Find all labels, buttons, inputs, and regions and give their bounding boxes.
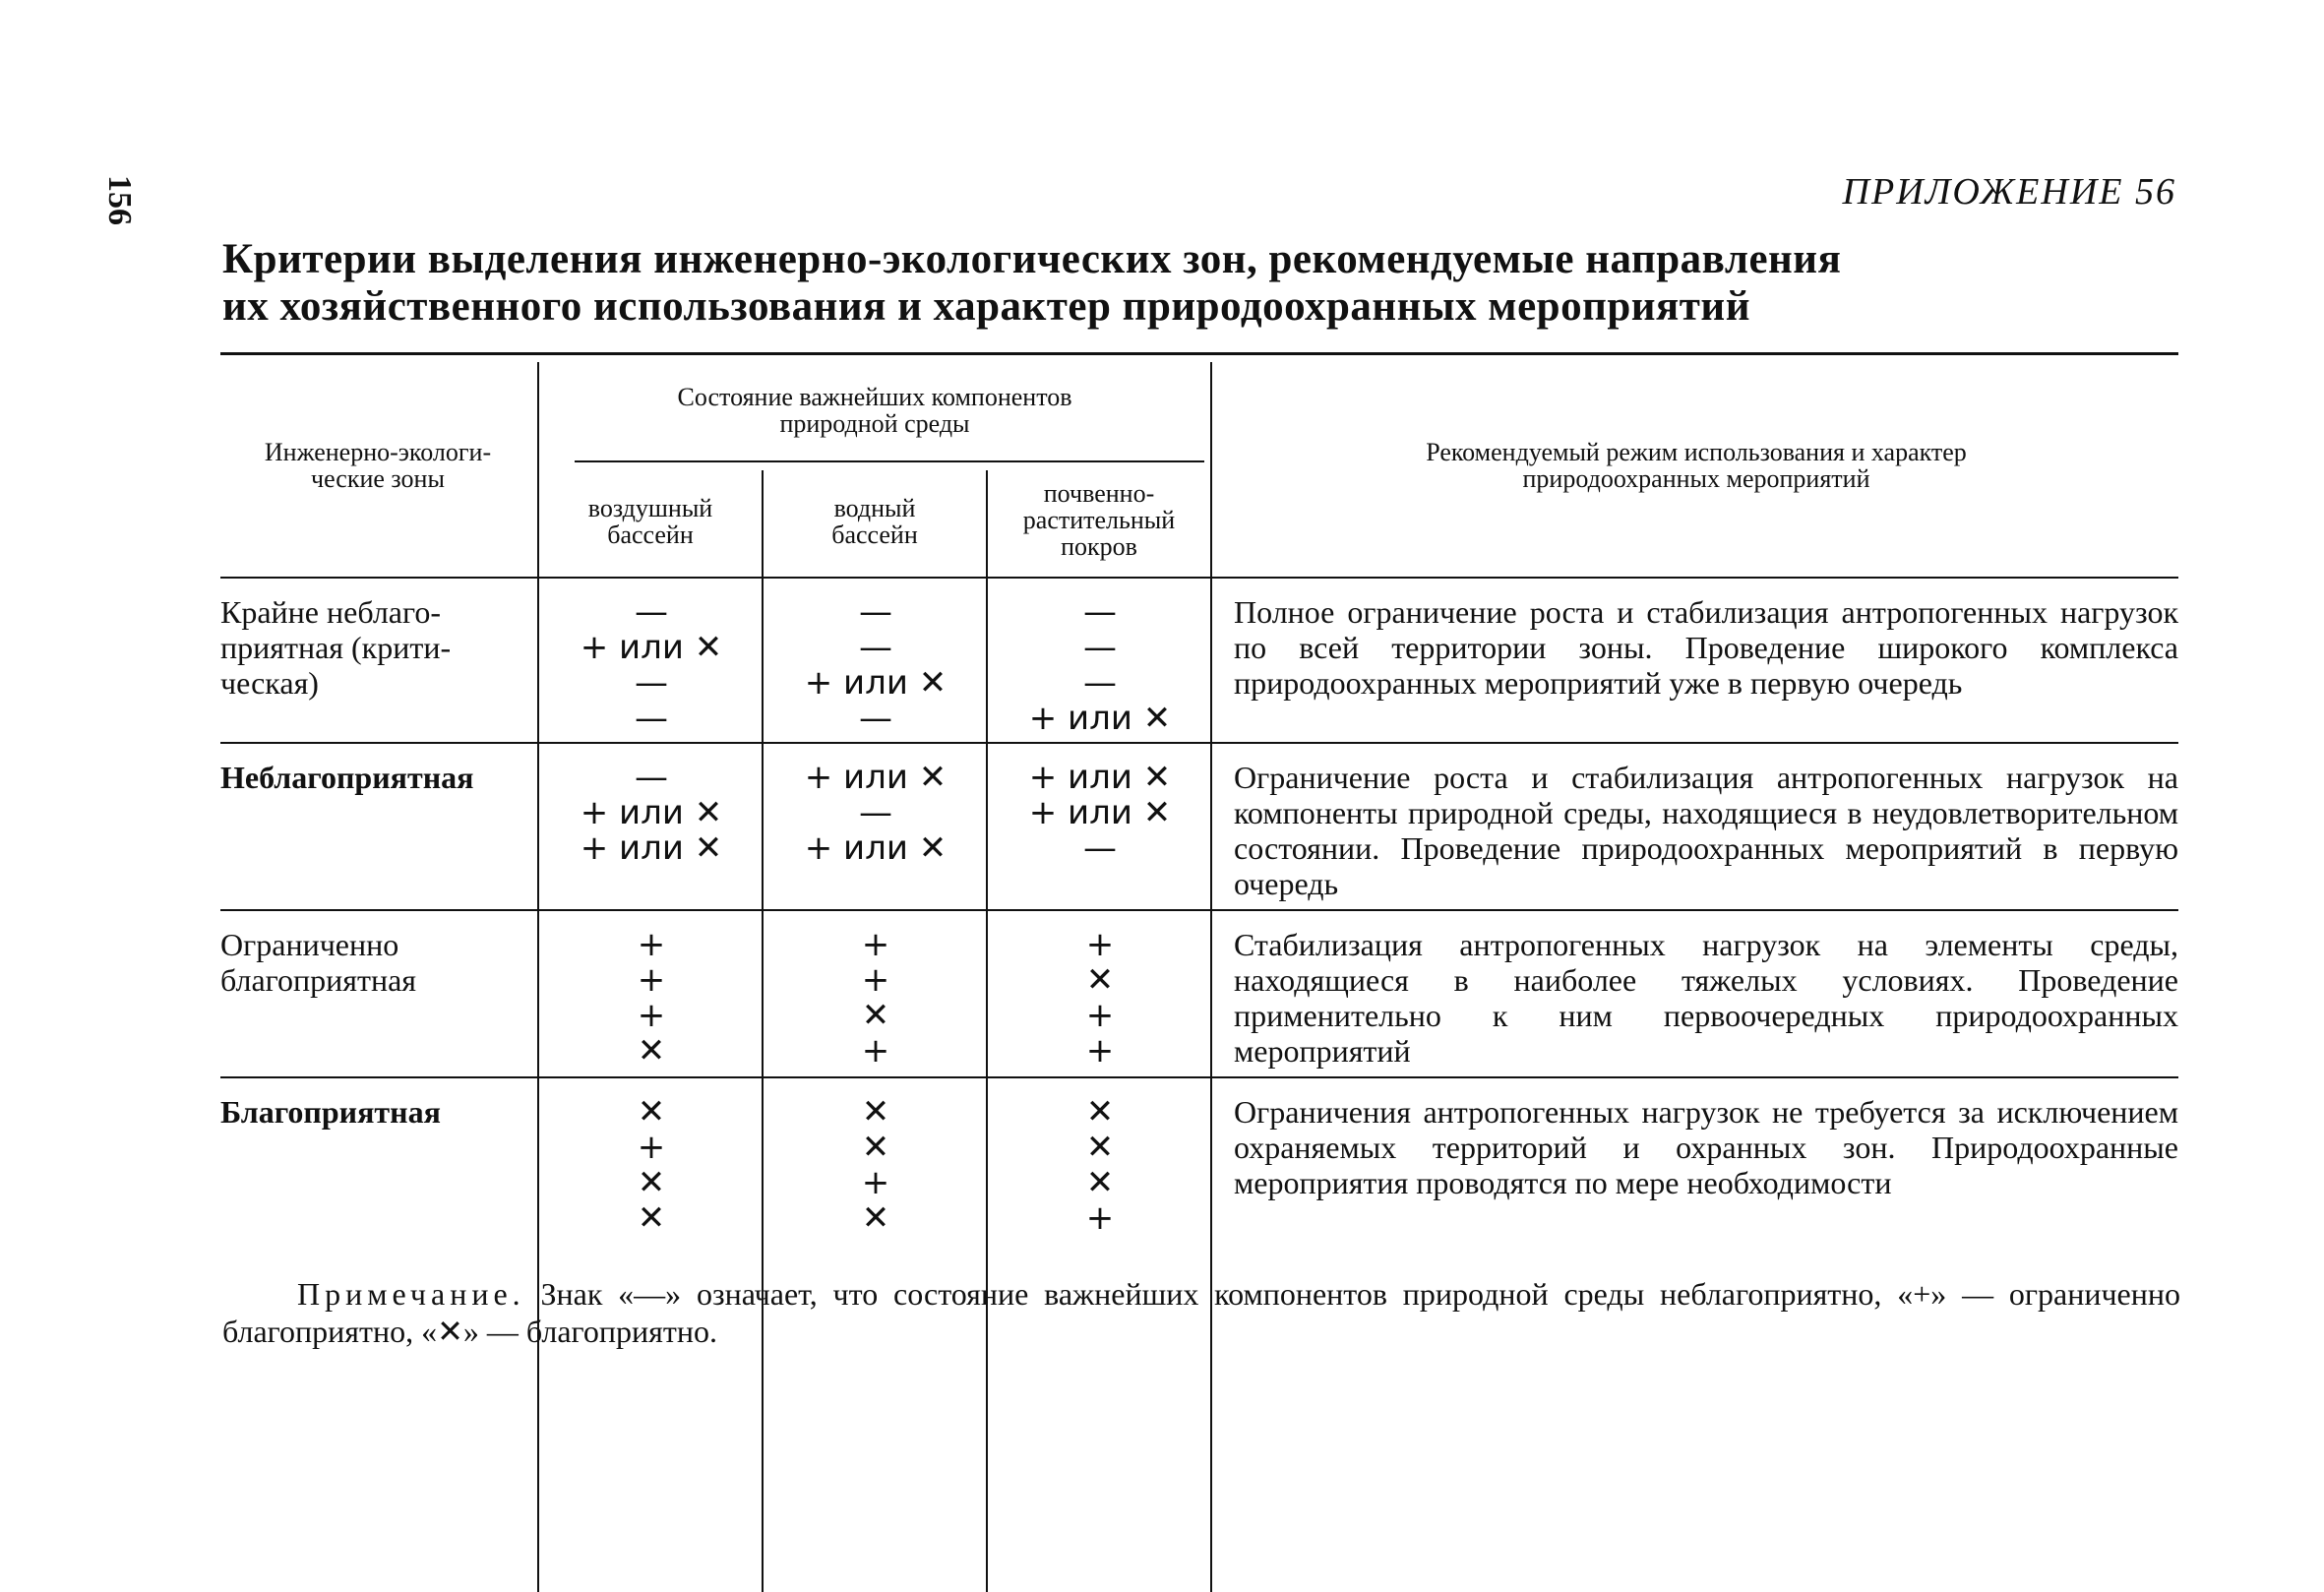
header-water: водный бассейн	[831, 494, 918, 549]
mark: + или ✕	[580, 828, 723, 868]
title-line-1: Критерии выделения инженерно-экологических зон, рекомендуемые направления	[222, 236, 1842, 282]
mark: —	[1083, 663, 1117, 703]
description-limited-favorable: Стабилизация антропогенных нагрузок на элементы среды, находящиеся в наиболее тяжелых условиях. Проведение применительно к ним первоочередных природоохранных мероприятий	[1234, 927, 2178, 1069]
mark: ✕	[861, 1128, 890, 1167]
marks-air-row-2	[541, 760, 762, 866]
mark: —	[1083, 592, 1117, 632]
mark: ✕	[637, 1092, 666, 1132]
marks-water-row-1	[765, 594, 986, 736]
mark: ✕	[1085, 1163, 1115, 1202]
mark: —	[859, 628, 892, 667]
mark: ✕	[861, 1198, 890, 1238]
mark: +	[637, 996, 666, 1035]
page-number: 156	[101, 175, 138, 225]
appendix-label: ПРИЛОЖЕНИЕ 56	[1842, 171, 2176, 213]
footnote-label: Примечание.	[297, 1276, 525, 1312]
mark: —	[1083, 828, 1117, 868]
title-line-2: их хозяйственного использования и характер природоохранных мероприятий	[222, 283, 1750, 330]
description-unfavorable: Ограничение роста и стабилизация антропогенных нагрузок на компоненты природной среды, находящиеся в неудовлетворительном состоянии. Проведение природоохранных мероприятий в первую очередь	[1234, 760, 2178, 901]
header-state-group: Состояние важнейших компонентов природной среды	[677, 383, 1072, 438]
mark: —	[635, 758, 668, 797]
mark: —	[635, 699, 668, 738]
mark: +	[1085, 1198, 1115, 1238]
mark: +	[861, 960, 890, 1000]
marks-water-row-2	[765, 760, 986, 866]
mark: —	[859, 592, 892, 632]
header-air: воздушный бассейн	[587, 494, 713, 549]
column-divider	[537, 362, 539, 1592]
column-divider	[986, 470, 988, 1592]
mark: —	[859, 699, 892, 738]
column-divider	[1210, 362, 1212, 1592]
header-bottom-rule	[220, 577, 2178, 579]
marks-soil-row-4	[990, 1094, 1210, 1236]
mark: + или ✕	[580, 793, 723, 832]
mark: ✕	[1085, 960, 1115, 1000]
mark: ✕	[1085, 1092, 1115, 1132]
mark: —	[1083, 628, 1117, 667]
description-favorable: Ограничения антропогенных нагрузок не требуется за исключением охраняемых территорий и охранных зон. Природоохранные мероприятия проводятся по мере необходимости	[1234, 1094, 2178, 1200]
mark: ✕	[861, 1092, 890, 1132]
column-divider	[762, 470, 764, 1592]
mark: +	[1085, 925, 1115, 964]
marks-air-row-1	[541, 594, 762, 736]
mark: + или ✕	[804, 758, 948, 797]
mark: + или ✕	[1028, 699, 1172, 738]
header-zones: Инженерно-экологи- ческие зоны	[264, 438, 492, 493]
mark: —	[859, 793, 892, 832]
mark: + или ✕	[1028, 758, 1172, 797]
marks-soil-row-3	[990, 927, 1210, 1069]
zone-limited-favorable: Ограниченно благоприятная	[220, 927, 416, 998]
mark: + или ✕	[804, 828, 948, 868]
zone-unfavorable: Неблагоприятная	[220, 760, 474, 795]
mark: +	[861, 925, 890, 964]
header-soil: почвенно- растительный покров	[1022, 479, 1176, 561]
marks-soil-row-2	[990, 760, 1210, 866]
mark: —	[635, 663, 668, 703]
mark: ✕	[1085, 1128, 1115, 1167]
mark: +	[637, 925, 666, 964]
mark: ✕	[637, 1031, 666, 1071]
mark: +	[1085, 1031, 1115, 1071]
marks-air-row-3	[541, 927, 762, 1069]
mark: ✕	[637, 1198, 666, 1238]
header-sub-rule	[575, 460, 1204, 462]
marks-air-row-4	[541, 1094, 762, 1236]
mark: +	[637, 960, 666, 1000]
description-critical: Полное ограничение роста и стабилизация антропогенных нагрузок по всей территории зоны. Проведение широкого комплекса природоохранных мероприятий уже в первую очередь	[1234, 594, 2178, 701]
mark: + или ✕	[804, 663, 948, 703]
header-regime: Рекомендуемый режим использования и характер природоохранных мероприятий	[1426, 438, 1967, 493]
mark: ✕	[861, 996, 890, 1035]
mark: +	[1085, 996, 1115, 1035]
marks-water-row-4	[765, 1094, 986, 1236]
footnote	[222, 1275, 2180, 1350]
mark: + или ✕	[580, 628, 723, 667]
table-top-rule	[220, 352, 2178, 355]
mark: —	[635, 592, 668, 632]
mark: + или ✕	[1028, 793, 1172, 832]
marks-soil-row-1	[990, 594, 1210, 736]
mark: +	[861, 1163, 890, 1202]
row-divider	[220, 742, 2178, 744]
mark: +	[637, 1128, 666, 1167]
marks-water-row-3	[765, 927, 986, 1069]
document-title	[222, 236, 2043, 331]
zone-critical: Крайне неблаго- приятная (крити- ческая)	[220, 594, 452, 701]
footnote-text: Знак «—» означает, что состояние важнейших компонентов природной среды неблагоприятно, «+» — ограниченно благоприятно, «✕» — благоприятно.	[222, 1276, 2181, 1349]
row-divider	[220, 1076, 2178, 1078]
zone-favorable: Благоприятная	[220, 1094, 441, 1130]
mark: ✕	[637, 1163, 666, 1202]
row-divider	[220, 909, 2178, 911]
mark: +	[861, 1031, 890, 1071]
